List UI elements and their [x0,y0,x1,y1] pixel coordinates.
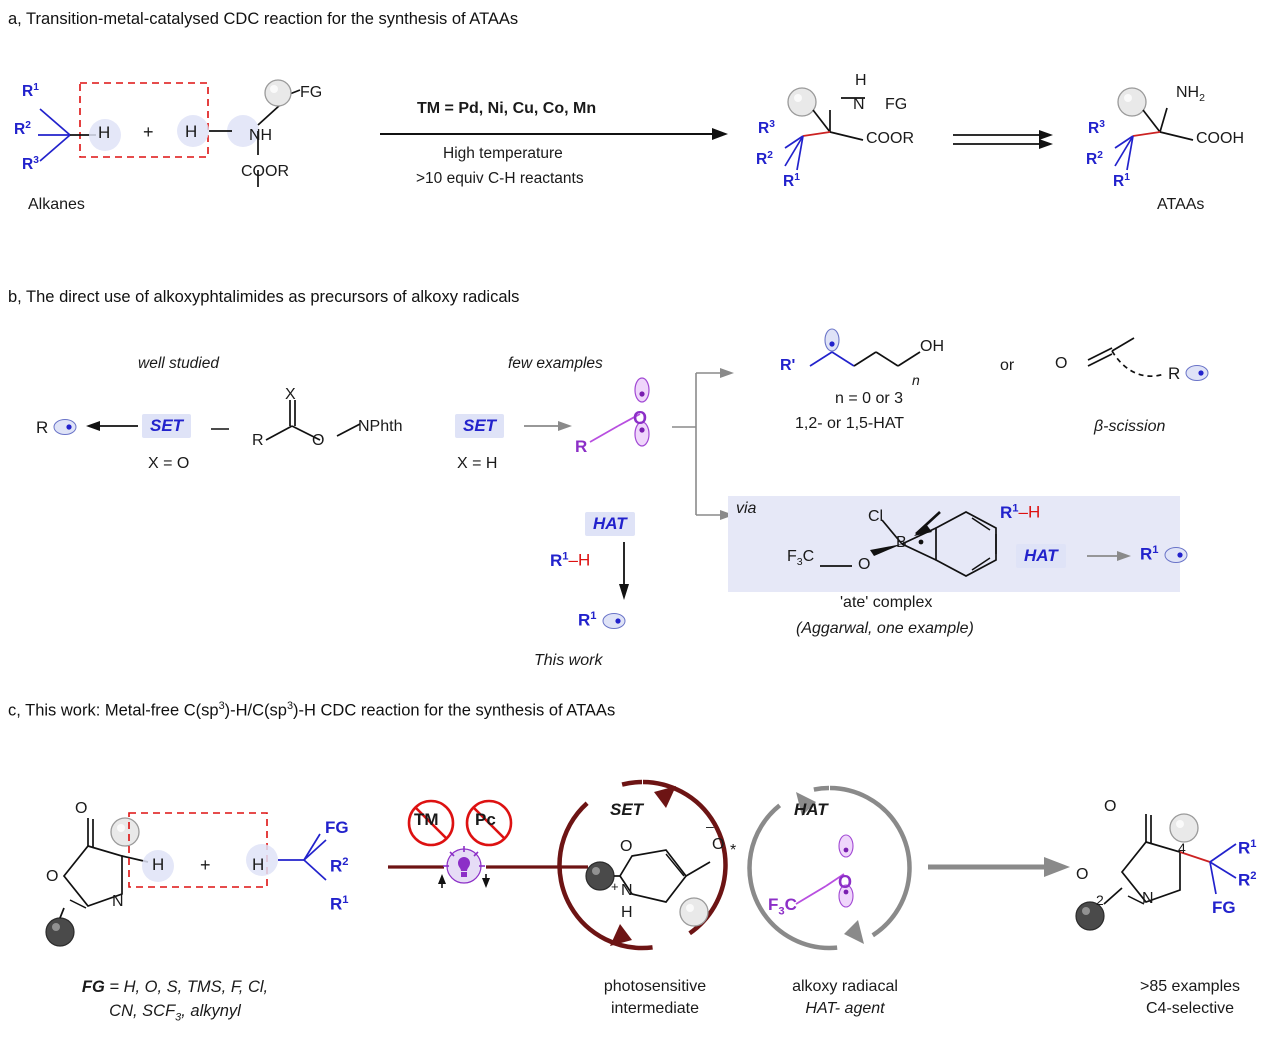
panel-a-plus: + [143,122,154,142]
panel-c-title: c, This work: Metal-free $C(sp^3)-H/C(sp^3)-H$ CDC reaction for the synthesis of ATAAs [8,700,616,720]
panel-c-hat-o: O [838,872,853,892]
panel-b-bottom-r1-radical: $R^1$ [1140,544,1159,564]
panel-a-product1-structure [745,70,945,210]
panel-b-hat-arrow [615,542,633,600]
panel-a-product2-r3: $R^3$ [1088,119,1105,138]
panel-b-r1-radical: $R^1$ [578,610,597,630]
panel-b-ate-sub-label: (Aggarwal, one example) [796,620,974,637]
panel-b-ate-complex-structure [790,498,1130,594]
panel-a-arrow-bottom-text: >10 equiv C-H reactants [416,170,584,187]
panel-b-ate-label: 'ate' complex [840,594,933,611]
panel-b-bottom-hat-arrow [1087,548,1131,566]
panel-a-product1-fg: FG [885,96,908,113]
panel-a-reaction-arrow [380,125,728,143]
panel-a-product1-n: N [853,96,865,113]
panel-a-fg-label: FG [300,84,323,101]
panel-b-b-atom: B [896,534,907,551]
panel-a-second-arrow [953,128,1053,152]
panel-a-product1-r3: $R^3$ [758,119,775,138]
panel-a-product2-r1: $R^1$ [1113,172,1130,191]
panel-c-pc-label: Pc [475,810,496,829]
fg-legend-bold: FG [81,978,105,996]
panel-b-oh-label: OH [920,338,944,355]
panel-c-intermediate-h: H [621,904,633,921]
panel-a-coor-label: COOR [241,163,289,180]
panel-a-product2-nh2: $NH_2$ [1176,84,1205,105]
panel-a-product1-coor: COOR [866,130,914,147]
panel-b-few-examples-label: few examples [508,355,603,372]
panel-b-set-left-dash [211,427,229,431]
panel-c-h-left: H [152,855,165,874]
panel-a-r1-label: $R^1$ [22,82,39,101]
panel-a-r3-label: $R^3$ [22,155,39,174]
panel-a-product2-cooh: COOH [1196,130,1244,147]
panel-b-beta-scission-label: β-scission [1094,418,1166,435]
panel-b-x-eq-h-label: X = H [457,455,498,472]
panel-b-arrow-set-right [524,418,572,436]
panel-a-product1-r2: $R^2$ [756,150,773,169]
panel-b-hat-line: 1,2- or 1,5-HAT [795,415,905,432]
panel-b-alkoxy-radical [578,370,668,480]
panel-a-h-left-label: H [98,123,111,142]
panel-b-nphth-label: NPhth [358,418,403,435]
panel-b-x-atom: X [285,386,296,403]
panel-b-alkoxy-o: O [633,408,648,428]
panel-c-product-n-ring: N [1142,890,1154,907]
panel-b-beta-r-radical: R [1168,364,1181,383]
panel-c-oxazolone-o-ring: O [46,868,59,885]
panel-c-product-arrow [928,855,1070,879]
panel-a-arrow-mid-text: High temperature [443,145,563,162]
panel-c-hat-f3c: $F_3C$ [768,895,797,918]
panel-a-h-right-label: H [185,122,198,141]
panel-a-ataas-label: ATAAs [1157,196,1205,213]
panel-a-alkanes-label: Alkanes [28,196,85,213]
panel-c-h-right: H [252,855,265,874]
panel-c-intermediate-structure [570,820,730,940]
panel-c-product-o-top: O [1104,798,1117,815]
panel-b-r1-radical-dot [602,610,628,632]
panel-b-branch-lines [672,365,734,535]
panel-a-title: a, Transition-metal-catalysed CDC reaction for the synthesis of ATAAs [8,10,519,28]
panel-b-hat-label: HAT [585,512,635,536]
panel-c-product-r1: $R^1$ [1238,838,1257,858]
panel-c-intermediate-star: * [730,842,737,859]
panel-b-set-left: SET [142,414,191,438]
panel-c-product-r2: $R^2$ [1238,870,1257,890]
panel-b-beta-scission-structure [1060,330,1240,410]
panel-b-well-studied-label: well studied [138,355,219,372]
panel-c-intermediate-o-ring: O [620,838,633,855]
panel-b-r-radical-left: R [36,418,49,437]
panel-a-product1-r1: $R^1$ [783,172,800,191]
panel-b-via-label: via [736,500,757,517]
panel-b-set-right: SET [455,414,504,438]
panel-c-intermediate-plus: + [611,879,619,894]
panel-a-r2-label: $R^2$ [14,120,31,139]
panel-b-x-eq-o-label: X = O [148,455,190,472]
panel-a-nh-label: NH [249,127,273,144]
panel-c-product-pos4: 4 [1178,840,1186,856]
panel-a-product2-structure [1075,70,1275,210]
panel-c-plus: + [200,855,211,875]
panel-a-product2-r2: $R^2$ [1086,150,1103,169]
panel-c-set-label: SET [610,800,644,819]
panel-b-radical-dot-left [53,416,79,438]
panel-b-title: b, The direct use of alkoxyphtalimides as precursors of alkoxy radicals [8,288,520,306]
panel-b-f3c-atom: $F_3C$ [787,548,815,569]
panel-b-alkoxy-r: R [575,437,588,456]
panel-b-cl-atom: Cl [868,508,884,525]
panel-a-arrow-top-text: TM = Pd, Ni, Cu, Co, Mn [417,100,597,117]
panel-c-examples-label: >85 examples C4-selective [1139,978,1241,1017]
panel-c-oxazolone-n-ring: N [112,893,124,910]
panel-b-rprime-label: R' [780,357,796,374]
panel-c-product-pos2: 2 [1096,892,1104,908]
panel-b-beta-o-atom: O [1055,355,1068,372]
panel-c-product-fg: FG [1212,898,1236,917]
panel-b-r1-h-reactant: $R^1-H$ [550,550,591,570]
panel-c-intermediate-label: photosensitive intermediate [603,978,707,1017]
panel-b-bottom-r1-h: $R^1-H$ [1000,502,1041,522]
panel-a-product1-h: H [855,72,867,89]
panel-c-intermediate-n: N [621,882,633,899]
panel-c-intermediate-minus: – [706,818,714,834]
panel-b-n-subscript: n [912,372,920,388]
panel-c-fg-legend: FG = H, O, S, TMS, F, Cl, CN, $SCF_3$, alkynyl [81,978,269,1024]
panel-b-arrow-to-r-left [86,418,138,436]
panel-b-n-line: n = 0 or 3 [835,390,904,407]
panel-c-r2-label: $R^2$ [330,856,349,876]
panel-b-bottom-radical-dot [1164,544,1190,566]
panel-c-oxazolone-o-top: O [75,800,88,817]
panel-b-beta-radical-dot [1185,362,1211,384]
panel-b-ate-o-atom: O [858,556,871,573]
panel-c-fg-label: FG [325,818,349,837]
panel-b-or-label: or [1000,357,1015,374]
panel-b-o-atom: O [312,432,325,449]
panel-c-tm-label: TM [414,810,439,829]
panel-c-hat-agent-structure [770,828,900,938]
panel-c-r1-label: $R^1$ [330,894,349,914]
panel-b-bottom-hat: HAT [1016,544,1066,568]
panel-c-product-o-ring: O [1076,866,1089,883]
panel-c-hat-agent-label: alkoxy radiacal HAT- agent [792,978,898,1017]
panel-c-intermediate-o-anion: O [712,836,725,853]
panel-c-hat-label: HAT [794,800,828,819]
panel-b-r-atom: R [252,432,264,449]
panel-b-this-work-label: This work [534,652,603,669]
